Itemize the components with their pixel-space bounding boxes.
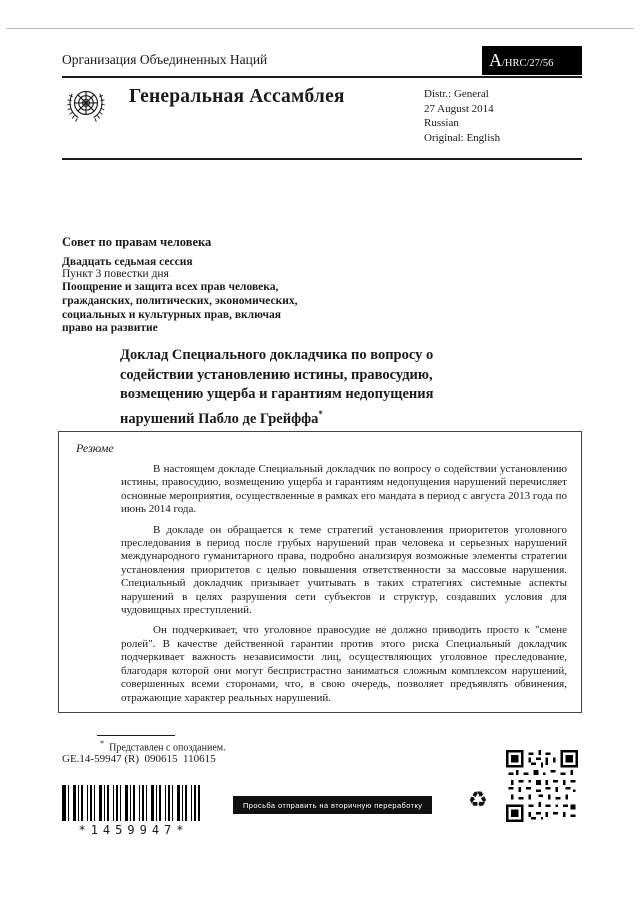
report-title [120,346,470,429]
header-rule-top [62,76,582,78]
assembly-title: Генеральная Ассамблея [129,86,345,107]
footnote-text: Представлен с опозданием. [109,742,226,754]
summary-box [58,431,582,713]
doc-symbol-letter: A [489,50,502,70]
barcode-bars [62,785,200,821]
agenda-item: Пункт 3 повестки дня [62,268,169,280]
org-name: Организация Объединенных Наций [62,52,268,67]
qr-code [506,750,578,822]
date-line: 27 August 2014 [424,102,494,115]
page-top-edge [6,28,634,29]
footnote-separator [97,735,175,736]
report-title-text: Доклад Специального докладчика по вопросу о содействии установлению истины, правосудию, возмещению ущерба и гарантиям недопущения нарушений Пабло де Грейффа [120,347,434,427]
original-line: Original: English [424,131,501,144]
barcode [62,785,200,837]
recycle-icon: ♻ [468,788,488,813]
recycle-banner-label: Просьба отправить на вторичную переработку [243,800,423,810]
session-number: Двадцать седьмая сессия [62,256,193,268]
title-footnote-marker: * [318,408,323,419]
summary-heading: Резюме [76,441,114,455]
barcode-text: *1459947* [78,823,189,837]
footnote-marker: * [100,739,105,748]
doc-symbol-number: /HRC/27/56 [502,58,554,69]
doc-info-block [424,87,500,145]
ge-number: GE.14-59947 (R) 090615 110615 [62,753,216,765]
doc-symbol-box [482,46,582,75]
agenda-title: Поощрение и защита всех прав человека, гражданских, политических, экономических, социальных и культурных прав, включая право на развитие [62,281,298,335]
council-title: Совет по правам человека [62,235,212,249]
summary-paragraph-3: Он подчеркивает, что уголовное правосудие не должно приводить просто к "смене ролей". В качестве действенной гарантии против этого риска Специальный докладчик подчеркивает важность независимости лиц, осуществляющих уголовное преследование, благодаря которой они могут беспристрастно заниматься сложным комплексом нарушений, совершенных всеми сторонами, что, в свою очередь, позволяет предъявлять обвинения, отражающие характер реальных нарушений. [121,624,567,704]
summary-paragraph-2: В докладе он обращается к теме стратегий установления приоритетов уголовного преследования в период после грубых нарушений прав человека и серьезных нарушений международного гуманитарного права, подробно анализируя возможные элементы стратегии установления приоритетов с целью повышения ответственности за массовые нарушения. Специальный докладчик призывает учитывать в таких стратегиях системные аспекты нарушений в целях разрушения сети субъектов и структур, создавших условия для чудовищных преступлений. [121,523,567,617]
un-emblem-icon [63,83,109,129]
session-block [62,235,302,336]
language-line: Russian [424,117,459,129]
footnote [100,739,226,753]
recycle-banner [233,796,432,814]
header-rule-bottom [62,158,582,160]
summary-paragraph-1: В настоящем докладе Специальный докладчик по вопросу о содействии установлению истины, правосудию, возмещению ущерба и гарантиям недопущения нарушений перечисляет основные мероприятия, осуществленные в рамках его мандата в период с августа 2013 года по июнь 2014 года. [121,463,567,516]
distr-line: Distr.: General [424,88,489,100]
